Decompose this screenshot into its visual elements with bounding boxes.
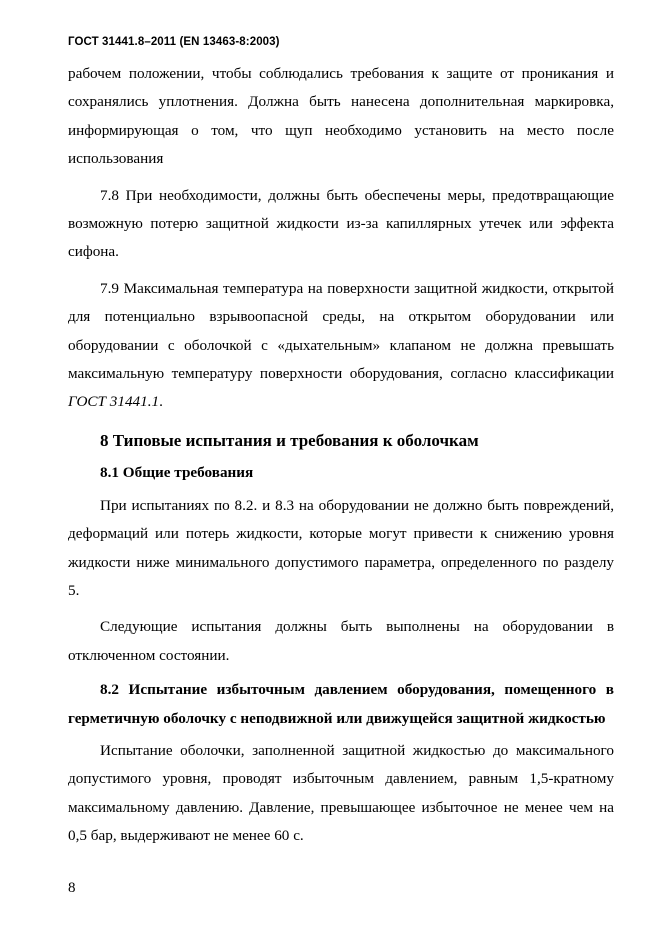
document-header: ГОСТ 31441.8–2011 (EN 13463-8:2003) [68, 36, 280, 48]
paragraph-8-2: Испытание оболочки, заполненной защитной жидкостью до максимального допустимого уровня, проводят избыточным давлением, равным 1,5-кратному максимальному давлению. Давление, превышающее избыточное не менее чем на 0,5 бар, выдерживают не менее 60 с. [68, 741, 614, 845]
page-number: 8 [68, 880, 76, 896]
paragraph-7-9-end: . [159, 393, 163, 411]
paragraph-continued: рабочем положении, чтобы соблюдались требования к защите от проникания и сохранялись уплотнения. Должна быть нанесена дополнительная маркировка, информирующая о том, что щуп необходимо установить на место после использования [68, 65, 614, 168]
page-content [68, 60, 614, 851]
paragraph-8-1-a: При испытаниях по 8.2. и 8.3 на оборудовании не должно быть повреждений, деформаций или потерь жидкости, которые могут привести к снижению уровня жидкости ниже минимального допустимого параметра, определенного по разделу 5. [68, 496, 614, 599]
subsection-8-2-heading: 8.2 Испытание избыточным давлением оборудования, помещенного в герметичную оболочку с неподвижной или движущейся защитной жидкостью [68, 681, 614, 727]
paragraph-7-9 [68, 275, 614, 417]
paragraph-8-1-b: Следующие испытания должны быть выполнены на оборудовании в отключенном состоянии. [68, 618, 614, 664]
subsection-8-1-heading: 8.1 Общие требования [100, 464, 254, 482]
paragraph-7-9-text: 7.9 Максимальная температура на поверхности защитной жидкости, открытой для потенциально взрывоопасной среды, на открытом оборудовании или оборудовании с оболочкой с «дыхательным» клапаном не должна превышать максимальную температуру поверхности оборудования, согласно классификации [68, 279, 614, 383]
section-8-heading: 8 Типовые испытания и требования к оболочкам [100, 430, 479, 450]
standard-reference: ГОСТ 31441.1 [68, 393, 160, 411]
paragraph-7-8: 7.8 При необходимости, должны быть обеспечены меры, предотвращающие возможную потерю защитной жидкости из-за капиллярных утечек или эффекта сифона. [68, 186, 614, 261]
